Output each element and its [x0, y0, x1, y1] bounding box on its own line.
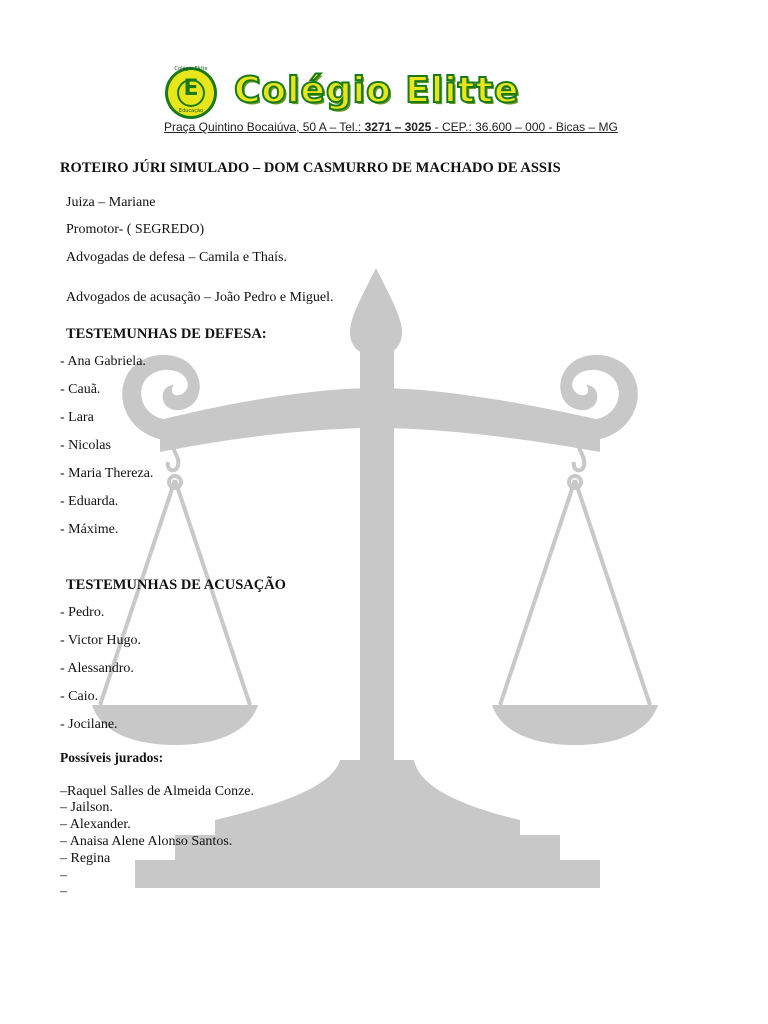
document-title: ROTEIRO JÚRI SIMULADO – DOM CASMURRO DE MACHADO DE ASSIS — [60, 160, 561, 176]
role-defense-lawyers: Advogadas de defesa – Camila e Thaís. — [66, 250, 287, 265]
emblem-ring-bottom: Educação — [178, 108, 204, 114]
address-part-1: Praça Quintino Bocaiúva, 50 A – Tel.: — [164, 120, 365, 134]
list-item: – — [60, 884, 67, 899]
school-name-logo: Colégio Elitte — [234, 70, 520, 111]
school-address — [164, 120, 618, 134]
prosecution-witnesses-heading: TESTEMUNHAS DE ACUSAÇÃO — [66, 577, 286, 593]
list-item: - Nicolas — [60, 438, 111, 453]
emblem-ring-top: Colégio Elitte — [174, 66, 208, 72]
role-prosecution-lawyers: Advogados de acusação – João Pedro e Miguel. — [66, 290, 334, 305]
role-prosecutor: Promotor- ( SEGREDO) — [66, 222, 205, 237]
emblem-letter: E — [183, 76, 199, 101]
list-item: - Alessandro. — [60, 661, 134, 676]
list-item: - Pedro. — [60, 605, 105, 620]
list-item: – Regina — [60, 851, 111, 866]
list-item: - Maria Thereza. — [60, 466, 154, 481]
list-item: - Ana Gabriela. — [60, 354, 146, 369]
role-judge: Juiza – Mariane — [66, 195, 156, 210]
list-item: - Victor Hugo. — [60, 633, 141, 648]
list-item: - Cauã. — [60, 382, 101, 397]
list-item: - Máxime. — [60, 522, 119, 537]
defense-witnesses-heading: TESTEMUNHAS DE DEFESA: — [66, 326, 267, 342]
phone-number: 3271 – 3025 — [364, 120, 432, 134]
list-item: – — [60, 868, 67, 883]
list-item: - Caio. — [60, 689, 99, 704]
address-part-2: - CEP.: 36.600 – 000 - Bicas – MG — [431, 120, 618, 134]
list-item: –Raquel Salles de Almeida Conze. — [60, 784, 255, 799]
jurors-heading: Possíveis jurados: — [60, 750, 164, 765]
list-item: - Jocilane. — [60, 717, 118, 732]
list-item: - Eduarda. — [60, 494, 119, 509]
list-item: – Alexander. — [60, 817, 131, 832]
list-item: – Anaisa Alene Alonso Santos. — [60, 834, 233, 849]
list-item: – Jailson. — [60, 800, 113, 815]
list-item: - Lara — [60, 410, 94, 425]
